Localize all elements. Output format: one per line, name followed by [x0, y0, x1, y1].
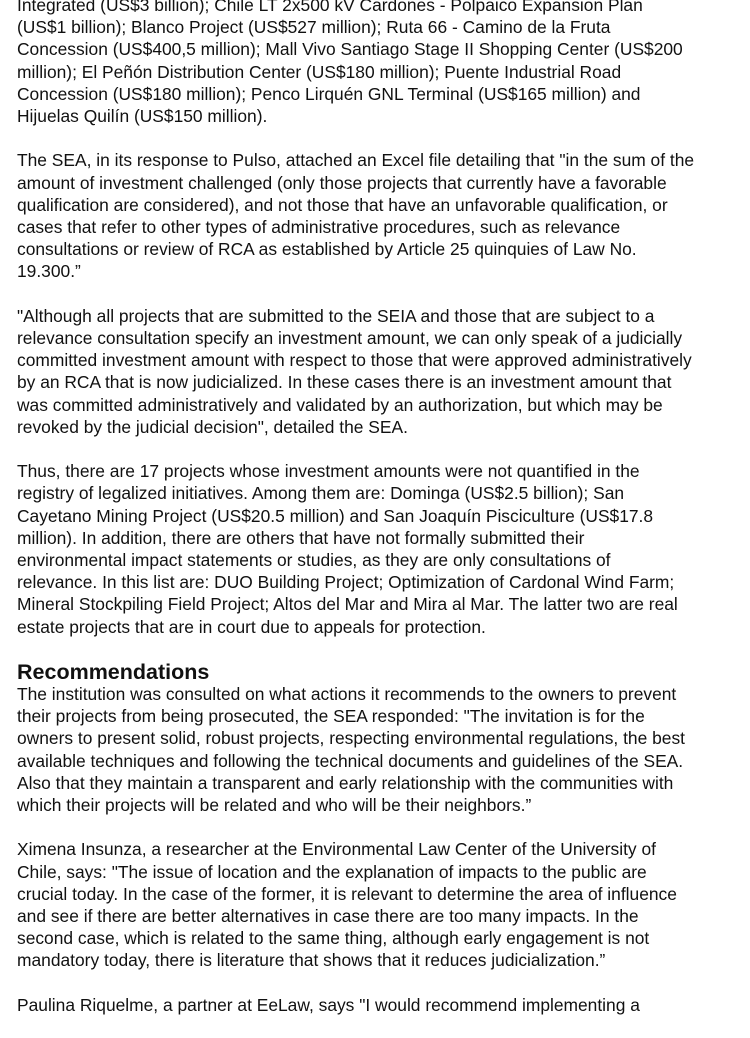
- text-line: was committed administratively and validated by an authorization, but which may be: [17, 394, 663, 415]
- paragraph-sea-response: [17, 149, 749, 282]
- text-line: Also that they maintain a transparent and early relationship with the communities with: [17, 772, 674, 793]
- text-line: Integrated (US$3 billion); Chile LT 2x500 kV Cardones - Polpaico Expansion Plan: [17, 0, 643, 15]
- paragraph-unquantified-projects: [17, 460, 749, 638]
- text-line: cases that refer to other types of administrative procedures, such as relevance: [17, 217, 621, 238]
- text-line: million). In addition, there are others that have not formally submitted their: [17, 527, 585, 548]
- text-line: mandatory today, there is literature that shows that it reduces judicialization.”: [17, 950, 606, 971]
- text-line: crucial today. In the case of the former, it is relevant to determine the area of influence: [17, 883, 677, 904]
- text-line: environmental impact statements or studies, as they are only consultations of: [17, 550, 611, 571]
- text-line: Thus, there are 17 projects whose investment amounts were not quantified in the: [17, 461, 640, 482]
- text-line: their projects from being prosecuted, the SEA responded: "The invitation is for the: [17, 706, 645, 727]
- text-line: Chile, says: "The issue of location and the explanation of impacts to the public are: [17, 861, 647, 882]
- text-line: registry of legalized initiatives. Among them are: Dominga (US$2.5 billion); San: [17, 483, 625, 504]
- text-line: 19.300.”: [17, 261, 81, 282]
- text-line: amount of investment challenged (only those projects that currently have a favorable: [17, 172, 667, 193]
- paragraph-projects-list: [17, 0, 749, 127]
- text-line: owners to present solid, robust projects, respecting environmental regulations, the best: [17, 728, 685, 749]
- text-line: Concession (US$180 million); Penco Lirquén GNL Terminal (US$165 million) and: [17, 83, 641, 104]
- text-line: committed investment amount with respect to those that were approved administratively: [17, 350, 692, 371]
- text-line: Mineral Stockpiling Field Project; Altos del Mar and Mira al Mar. The latter two are real: [17, 594, 678, 615]
- text-line: million); El Peñón Distribution Center (US$180 million); Puente Industrial Road: [17, 61, 622, 82]
- text-line: qualification are considered), and not those that have an unfavorable qualification, or: [17, 194, 668, 215]
- section-heading-recommendations: Recommendations: [17, 660, 210, 685]
- text-line: and see if there are better alternatives in case there are too many impacts. In the: [17, 906, 639, 927]
- text-line: Cayetano Mining Project (US$20.5 million) and San Joaquín Pisciculture (US$17.8: [17, 505, 654, 526]
- text-line: estate projects that are in court due to appeals for protection.: [17, 616, 486, 637]
- text-line: Hijuelas Quilín (US$150 million).: [17, 106, 268, 127]
- text-line: second case, which is related to the same thing, although early engagement is not: [17, 928, 650, 949]
- text-line: revoked by the judicial decision", detailed the SEA.: [17, 416, 408, 437]
- text-line: (US$1 billion); Blanco Project (US$527 million); Ruta 66 - Camino de la Fruta: [17, 17, 611, 38]
- text-line: by an RCA that is now judicialized. In these cases there is an investment amount that: [17, 372, 672, 393]
- paragraph-institution-recommendations: [17, 683, 749, 816]
- text-line: available techniques and following the technical documents and guidelines of the SEA.: [17, 750, 684, 771]
- text-line: relevance. In this list are: DUO Building Project; Optimization of Cardonal Wind Farm;: [17, 572, 675, 593]
- text-line: which their projects will be related and who will be their neighbors.”: [17, 795, 532, 816]
- text-line: The institution was consulted on what actions it recommends to the owners to prevent: [17, 684, 677, 705]
- text-line: Ximena Insunza, a researcher at the Environmental Law Center of the University of: [17, 839, 656, 860]
- text-line: The SEA, in its response to Pulso, attached an Excel file detailing that "in the sum of the: [17, 150, 695, 171]
- text-line: relevance consultation specify an investment amount, we can only speak of a judicially: [17, 328, 683, 349]
- text-line: Paulina Riquelme, a partner at EeLaw, says "I would recommend implementing a: [17, 994, 640, 1015]
- article-body: [17, 0, 749, 1038]
- paragraph-insunza-quote: [17, 838, 749, 971]
- text-line: "Although all projects that are submitted to the SEIA and those that are subject to a: [17, 305, 655, 326]
- text-line: Concession (US$400,5 million); Mall Vivo Santiago Stage II Shopping Center (US$200: [17, 39, 683, 60]
- paragraph-riquelme-quote: [17, 994, 749, 1016]
- paragraph-sea-quote: [17, 305, 749, 438]
- text-line: consultations or review of RCA as established by Article 25 quinquies of Law No.: [17, 239, 637, 260]
